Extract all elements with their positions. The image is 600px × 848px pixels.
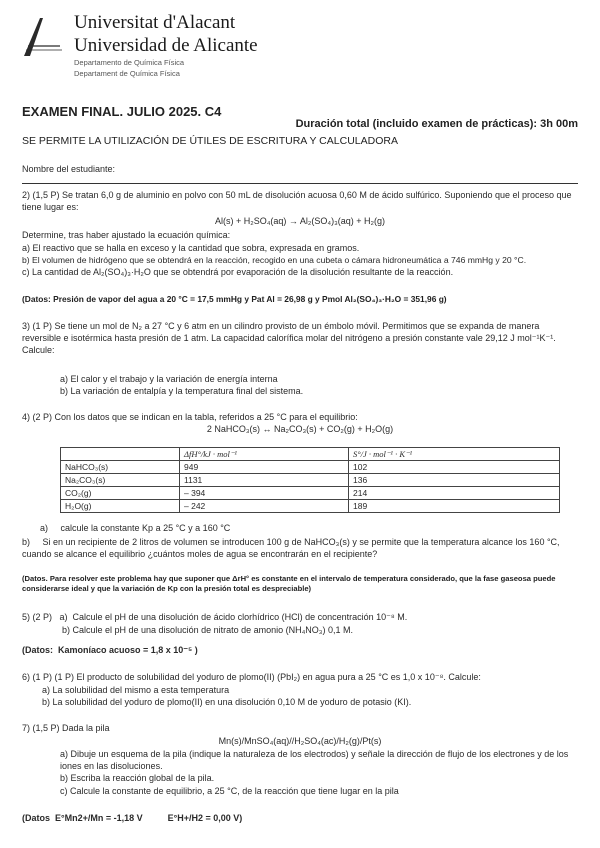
table-row — [61, 461, 560, 474]
q3-statement: 3) (1 P) Se tiene un mol de N₂ a 27 °C y 6 atm en un cilindro provisto de un émbolo móvil. Permitimos que se expanda de manera reversible e isotérmica hasta presión de 1 atm. La capacidad calorífica molar del nitrógeno a presión constante vale 29,12 J mol⁻¹K⁻¹. Calcule: — [22, 321, 556, 355]
student-name-label: Nombre del estudiante: — [22, 164, 116, 174]
q7-part-b: b) Escriba la reacción global de la pila. — [60, 773, 215, 783]
q7-cell-notation: Mn(s)/MnSO₄(aq)//H₂SO₄(ac)/H₂(g)/Pt(s) — [218, 736, 382, 746]
name-underline — [22, 183, 578, 184]
table-row — [61, 474, 560, 487]
entropy-cell: 189 — [349, 500, 560, 513]
q5-part-b: b) Calcule el pH de una disolución de nitrato de amonio (NH₄NO₃) 0,1 M. — [62, 625, 353, 635]
department-line-1: Departamento de Química Física — [74, 58, 185, 67]
table-row — [61, 500, 560, 513]
species-cell: NaHCO₃(s) — [61, 461, 180, 474]
q3-part-a: a) El calor y el trabajo y la variación de energía interna — [60, 374, 278, 384]
q4-part-b: b) Si en un recipiente de 2 litros de volumen se introducen 100 g de NaHCO₃(s) y se permite que la temperatura alcance los 160 °C, cuando se alcance el equilibrio ¿cuántos moles de agua se encontrarán en el recipiente? — [22, 537, 563, 559]
q4-part-a: a) calcule la constante Kp a 25 °C y a 160 °C — [40, 523, 231, 533]
table-header-enthalpy: ΔfH°/kJ · mol⁻¹ — [180, 448, 349, 461]
enthalpy-cell: 949 — [180, 461, 349, 474]
enthalpy-cell: 1131 — [180, 474, 349, 487]
species-cell: CO₂(g) — [61, 487, 180, 500]
entropy-cell: 102 — [349, 461, 560, 474]
q7-data: (Datos E°Mn2+/Mn = -1,18 V E°H+/H2 = 0,00 V) — [22, 813, 243, 823]
q2-intro: Determine, tras haber ajustado la ecuación química: — [22, 230, 231, 240]
q5-data: (Datos: Kamoníaco acuoso = 1,8 x 10⁻⁵ ) — [22, 645, 198, 655]
exam-duration: Duración total (incluido examen de prácticas): 3h 00m — [295, 118, 578, 130]
q7-part-a: a) Dibuje un esquema de la pila (indique la naturaleza de los electrodos) y señale la dirección de flujo de los electrones y de los iones en las disoluciones. — [60, 749, 569, 771]
q7-statement: 7) (1,5 P) Dada la pila — [22, 723, 110, 733]
enthalpy-cell: – 394 — [180, 487, 349, 500]
q4-reaction: 2 NaHCO₃(s) ↔ Na₂CO₃(s) + CO₂(g) + H₂O(g) — [206, 424, 394, 434]
species-cell: Na₂CO₃(s) — [61, 474, 180, 487]
thermo-data-table — [60, 447, 560, 513]
q4-statement: 4) (2 P) Con los datos que se indican en la tabla, referidos a 25 °C para el equilibrio: — [22, 412, 358, 422]
q6-statement: 6) (1 P) (1 P) El producto de solubilidad del yoduro de plomo(II) (PbI₂) en agua pura a 25 °C es 1,0 x 10⁻⁸. Calcule: — [22, 672, 481, 682]
exam-title: EXAMEN FINAL. JULIO 2025. C4 — [22, 104, 222, 119]
enthalpy-cell: – 242 — [180, 500, 349, 513]
q2-part-b: b) El volumen de hidrógeno que se obtendrá en la reacción, recogido en una cubeta o cámara hidroneumática a 746 mmHg y 20 °C. — [22, 255, 527, 265]
university-name-es: Universidad de Alicante — [74, 35, 258, 56]
q4-data: (Datos. Para resolver este problema hay que suponer que ΔrH° es constante en el intervalo de temperatura considerado, que la fase gaseosa puede considerarse ideal y que la variación de Kp con la presión total es despreciable) — [22, 574, 556, 593]
entropy-cell: 214 — [349, 487, 560, 500]
university-logo — [20, 14, 66, 60]
q5-part-a: 5) (2 P) a) Calcule el pH de una disolución de ácido clorhídrico (HCl) de concentración 10⁻⁸ M. — [22, 612, 408, 622]
q6-part-a: a) La solubilidad del mismo a esta temperatura — [42, 685, 230, 695]
table-row — [61, 487, 560, 500]
species-cell: H₂O(g) — [61, 500, 180, 513]
q2-part-a: a) El reactivo que se halla en exceso y la cantidad que sobra, expresada en gramos. — [22, 243, 360, 253]
q2-statement: 2) (1,5 P) Se tratan 6,0 g de aluminio en polvo con 50 mL de disolución acuosa 0,60 M de ácido sulfúrico. Suponiendo que el proceso que tiene lugar es: — [22, 190, 572, 212]
q6-part-b: b) La solubilidad del yoduro de plomo(II) en una disolución 0,10 M de yoduro de potasio (KI). — [42, 697, 412, 707]
q2-part-c: c) La cantidad de Al₂(SO₄)₃·H₂O que se obtendrá por evaporación de la disolución resultante de la reacción. — [22, 267, 454, 277]
entropy-cell: 136 — [349, 474, 560, 487]
calculator-notice: SE PERMITE LA UTILIZACIÓN DE ÚTILES DE ESCRITURA Y CALCULADORA — [22, 135, 398, 147]
q2-reaction: Al(s) + H₂SO₄(aq) → Al₂(SO₄)₃(aq) + H₂(g) — [214, 216, 386, 226]
university-logo-icon — [20, 14, 66, 60]
q2-data: (Datos: Presión de vapor del agua a 20 °C = 17,5 mmHg y Pat Al = 26,98 g y Pmol Al₂(SO₄)₃·H₂O = 351,96 g) — [22, 294, 447, 304]
table-header-species — [61, 448, 180, 461]
university-name-ca: Universitat d'Alacant — [74, 12, 236, 33]
q7-part-c: c) Calcule la constante de equilibrio, a 25 °C, de la reacción que tiene lugar en la pila — [60, 786, 399, 796]
table-header-row — [61, 448, 560, 461]
department-line-2: Departament de Química Física — [74, 69, 180, 78]
q3-part-b: b) La variación de entalpía y la temperatura final del sistema. — [60, 386, 304, 396]
table-header-entropy: S°/J · mol⁻¹ · K⁻¹ — [349, 448, 560, 461]
